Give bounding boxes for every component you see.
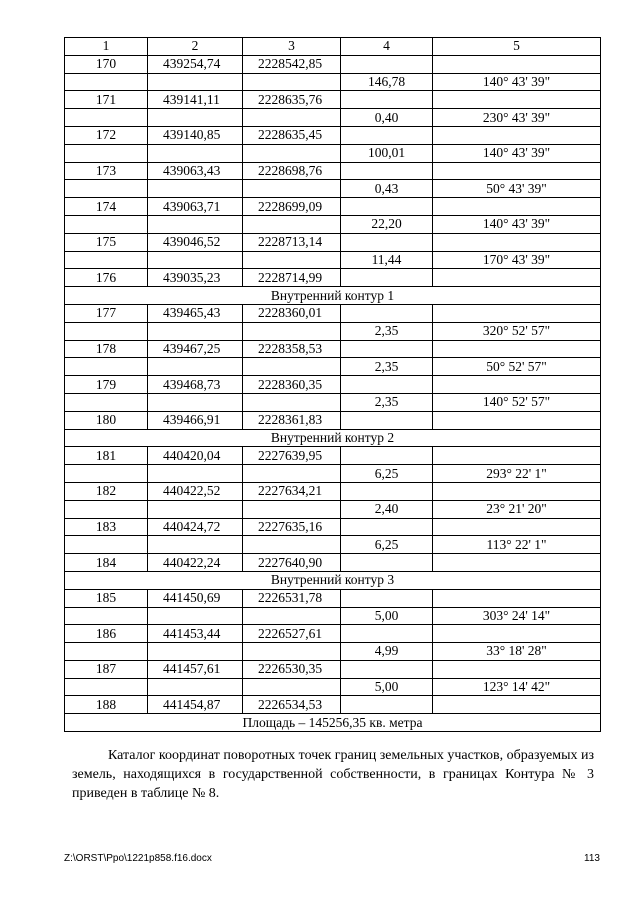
empty-cell	[341, 589, 433, 607]
footer-file-path: Z:\ORST\Ppo\1221p858.f16.docx	[64, 853, 212, 864]
direction-angle-cell: 33° 18' 28"	[433, 643, 601, 661]
empty-cell	[65, 393, 148, 411]
empty-cell	[341, 696, 433, 714]
distance-cell: 2,35	[341, 358, 433, 376]
point-row	[65, 447, 601, 465]
direction-angle-cell: 303° 24' 14"	[433, 607, 601, 625]
empty-cell	[433, 447, 601, 465]
empty-cell	[433, 126, 601, 144]
empty-cell	[148, 393, 243, 411]
segment-row	[65, 607, 601, 625]
empty-cell	[148, 251, 243, 269]
empty-cell	[65, 215, 148, 233]
y-coordinate-cell: 2228713,14	[243, 233, 341, 251]
empty-cell	[341, 304, 433, 322]
point-row	[65, 376, 601, 394]
empty-cell	[341, 340, 433, 358]
empty-cell	[65, 465, 148, 483]
section-row	[65, 571, 601, 589]
x-coordinate-cell: 439466,91	[148, 411, 243, 429]
segment-row	[65, 678, 601, 696]
x-coordinate-cell: 439468,73	[148, 376, 243, 394]
point-row	[65, 554, 601, 572]
section-label-cell: Внутренний контур 2	[65, 429, 601, 447]
empty-cell	[65, 251, 148, 269]
empty-cell	[433, 518, 601, 536]
point-number-cell: 172	[65, 126, 148, 144]
empty-cell	[243, 180, 341, 198]
empty-cell	[341, 411, 433, 429]
y-coordinate-cell: 2228360,35	[243, 376, 341, 394]
empty-cell	[243, 251, 341, 269]
empty-cell	[148, 180, 243, 198]
empty-cell	[433, 340, 601, 358]
empty-cell	[433, 198, 601, 216]
y-coordinate-cell: 2227635,16	[243, 518, 341, 536]
section-label-cell: Площадь – 145256,35 кв. метра	[65, 714, 601, 732]
empty-cell	[341, 91, 433, 109]
segment-row	[65, 358, 601, 376]
segment-row	[65, 393, 601, 411]
point-number-cell: 175	[65, 233, 148, 251]
segment-row	[65, 251, 601, 269]
empty-cell	[341, 198, 433, 216]
point-number-cell: 176	[65, 269, 148, 287]
segment-row	[65, 465, 601, 483]
empty-cell	[148, 109, 243, 127]
direction-angle-cell: 50° 43' 39"	[433, 180, 601, 198]
y-coordinate-cell: 2228361,83	[243, 411, 341, 429]
header-col-2: 2	[148, 38, 243, 56]
x-coordinate-cell: 439467,25	[148, 340, 243, 358]
distance-cell: 0,43	[341, 180, 433, 198]
empty-cell	[341, 162, 433, 180]
empty-cell	[148, 322, 243, 340]
empty-cell	[433, 304, 601, 322]
x-coordinate-cell: 440422,24	[148, 554, 243, 572]
distance-cell: 6,25	[341, 536, 433, 554]
point-number-cell: 185	[65, 589, 148, 607]
point-number-cell: 178	[65, 340, 148, 358]
segment-row	[65, 109, 601, 127]
empty-cell	[243, 465, 341, 483]
empty-cell	[341, 269, 433, 287]
empty-cell	[148, 607, 243, 625]
empty-cell	[65, 643, 148, 661]
point-row	[65, 269, 601, 287]
direction-angle-cell: 23° 21' 20"	[433, 500, 601, 518]
distance-cell: 5,00	[341, 607, 433, 625]
x-coordinate-cell: 441454,87	[148, 696, 243, 714]
segment-row	[65, 643, 601, 661]
distance-cell: 2,35	[341, 322, 433, 340]
direction-angle-cell: 123° 14' 42"	[433, 678, 601, 696]
empty-cell	[65, 536, 148, 554]
section-row	[65, 287, 601, 305]
distance-cell: 11,44	[341, 251, 433, 269]
y-coordinate-cell: 2226531,78	[243, 589, 341, 607]
point-row	[65, 340, 601, 358]
empty-cell	[243, 500, 341, 518]
empty-cell	[243, 358, 341, 376]
x-coordinate-cell: 439141,11	[148, 91, 243, 109]
point-number-cell: 188	[65, 696, 148, 714]
point-number-cell: 187	[65, 660, 148, 678]
empty-cell	[341, 518, 433, 536]
y-coordinate-cell: 2228542,85	[243, 55, 341, 73]
empty-cell	[148, 678, 243, 696]
point-row	[65, 518, 601, 536]
segment-row	[65, 500, 601, 518]
empty-cell	[433, 55, 601, 73]
empty-cell	[148, 215, 243, 233]
empty-cell	[433, 411, 601, 429]
x-coordinate-cell: 439465,43	[148, 304, 243, 322]
empty-cell	[433, 376, 601, 394]
empty-cell	[65, 144, 148, 162]
distance-cell: 2,35	[341, 393, 433, 411]
y-coordinate-cell: 2228358,53	[243, 340, 341, 358]
empty-cell	[65, 73, 148, 91]
header-col-5: 5	[433, 38, 601, 56]
direction-angle-cell: 230° 43' 39"	[433, 109, 601, 127]
point-number-cell: 179	[65, 376, 148, 394]
section-row	[65, 714, 601, 732]
empty-cell	[148, 465, 243, 483]
segment-row	[65, 215, 601, 233]
empty-cell	[148, 643, 243, 661]
empty-cell	[341, 376, 433, 394]
point-number-cell: 182	[65, 482, 148, 500]
direction-angle-cell: 293° 22' 1"	[433, 465, 601, 483]
direction-angle-cell: 113° 22' 1"	[433, 536, 601, 554]
empty-cell	[341, 233, 433, 251]
point-number-cell: 183	[65, 518, 148, 536]
y-coordinate-cell: 2228699,09	[243, 198, 341, 216]
distance-cell: 2,40	[341, 500, 433, 518]
y-coordinate-cell: 2226527,61	[243, 625, 341, 643]
empty-cell	[433, 91, 601, 109]
point-row	[65, 482, 601, 500]
x-coordinate-cell: 439063,71	[148, 198, 243, 216]
empty-cell	[243, 393, 341, 411]
y-coordinate-cell: 2228360,01	[243, 304, 341, 322]
y-coordinate-cell: 2227639,95	[243, 447, 341, 465]
point-row	[65, 660, 601, 678]
empty-cell	[341, 625, 433, 643]
distance-cell: 0,40	[341, 109, 433, 127]
y-coordinate-cell: 2228714,99	[243, 269, 341, 287]
section-row	[65, 429, 601, 447]
header-col-1: 1	[65, 38, 148, 56]
empty-cell	[65, 109, 148, 127]
empty-cell	[148, 144, 243, 162]
empty-cell	[65, 358, 148, 376]
y-coordinate-cell: 2228635,45	[243, 126, 341, 144]
y-coordinate-cell: 2228698,76	[243, 162, 341, 180]
point-number-cell: 173	[65, 162, 148, 180]
empty-cell	[433, 162, 601, 180]
direction-angle-cell: 140° 43' 39"	[433, 215, 601, 233]
segment-row	[65, 180, 601, 198]
empty-cell	[243, 607, 341, 625]
empty-cell	[341, 55, 433, 73]
direction-angle-cell: 140° 52' 57"	[433, 393, 601, 411]
point-row	[65, 696, 601, 714]
empty-cell	[65, 500, 148, 518]
direction-angle-cell: 140° 43' 39"	[433, 144, 601, 162]
distance-cell: 6,25	[341, 465, 433, 483]
x-coordinate-cell: 439046,52	[148, 233, 243, 251]
x-coordinate-cell: 439035,23	[148, 269, 243, 287]
point-number-cell: 181	[65, 447, 148, 465]
table-body	[65, 55, 601, 731]
empty-cell	[243, 643, 341, 661]
direction-angle-cell: 170° 43' 39"	[433, 251, 601, 269]
table-header-row	[65, 38, 601, 56]
x-coordinate-cell: 439254,74	[148, 55, 243, 73]
point-row	[65, 126, 601, 144]
empty-cell	[433, 554, 601, 572]
x-coordinate-cell: 440422,52	[148, 482, 243, 500]
segment-row	[65, 536, 601, 554]
coordinates-table	[64, 37, 601, 732]
point-row	[65, 198, 601, 216]
empty-cell	[341, 447, 433, 465]
empty-cell	[243, 215, 341, 233]
y-coordinate-cell: 2226534,53	[243, 696, 341, 714]
x-coordinate-cell: 441453,44	[148, 625, 243, 643]
point-number-cell: 177	[65, 304, 148, 322]
point-row	[65, 162, 601, 180]
point-row	[65, 625, 601, 643]
point-number-cell: 170	[65, 55, 148, 73]
empty-cell	[65, 322, 148, 340]
x-coordinate-cell: 439140,85	[148, 126, 243, 144]
empty-cell	[433, 269, 601, 287]
segment-row	[65, 144, 601, 162]
empty-cell	[243, 144, 341, 162]
point-row	[65, 55, 601, 73]
section-label-cell: Внутренний контур 3	[65, 571, 601, 589]
empty-cell	[65, 180, 148, 198]
distance-cell: 4,99	[341, 643, 433, 661]
distance-cell: 5,00	[341, 678, 433, 696]
empty-cell	[243, 73, 341, 91]
paragraph-text: Каталог координат поворотных точек границ земельных участков, образуемых из земель, находящихся в государственной собственности, в границах Контура № 3 приведен в таблице № 8.	[72, 748, 595, 801]
x-coordinate-cell: 439063,43	[148, 162, 243, 180]
x-coordinate-cell: 440424,72	[148, 518, 243, 536]
y-coordinate-cell: 2226530,35	[243, 660, 341, 678]
empty-cell	[148, 358, 243, 376]
point-number-cell: 174	[65, 198, 148, 216]
point-number-cell: 180	[65, 411, 148, 429]
point-number-cell: 184	[65, 554, 148, 572]
direction-angle-cell: 50° 52' 57"	[433, 358, 601, 376]
empty-cell	[433, 589, 601, 607]
section-label-cell: Внутренний контур 1	[65, 287, 601, 305]
point-row	[65, 411, 601, 429]
empty-cell	[433, 696, 601, 714]
empty-cell	[65, 678, 148, 696]
x-coordinate-cell: 441450,69	[148, 589, 243, 607]
point-row	[65, 233, 601, 251]
y-coordinate-cell: 2228635,76	[243, 91, 341, 109]
x-coordinate-cell: 441457,61	[148, 660, 243, 678]
y-coordinate-cell: 2227640,90	[243, 554, 341, 572]
empty-cell	[433, 660, 601, 678]
point-row	[65, 304, 601, 322]
direction-angle-cell: 320° 52' 57"	[433, 322, 601, 340]
empty-cell	[148, 73, 243, 91]
segment-row	[65, 73, 601, 91]
distance-cell: 146,78	[341, 73, 433, 91]
empty-cell	[243, 322, 341, 340]
empty-cell	[433, 625, 601, 643]
empty-cell	[243, 536, 341, 554]
x-coordinate-cell: 440420,04	[148, 447, 243, 465]
header-col-4: 4	[341, 38, 433, 56]
empty-cell	[341, 126, 433, 144]
distance-cell: 100,01	[341, 144, 433, 162]
empty-cell	[148, 500, 243, 518]
empty-cell	[148, 536, 243, 554]
empty-cell	[433, 482, 601, 500]
point-number-cell: 171	[65, 91, 148, 109]
point-row	[65, 91, 601, 109]
header-col-3: 3	[243, 38, 341, 56]
empty-cell	[341, 554, 433, 572]
point-row	[65, 589, 601, 607]
empty-cell	[341, 660, 433, 678]
page-number: 113	[584, 853, 600, 864]
y-coordinate-cell: 2227634,21	[243, 482, 341, 500]
empty-cell	[65, 607, 148, 625]
empty-cell	[341, 482, 433, 500]
empty-cell	[433, 233, 601, 251]
empty-cell	[243, 109, 341, 127]
empty-cell	[243, 678, 341, 696]
direction-angle-cell: 140° 43' 39"	[433, 73, 601, 91]
segment-row	[65, 322, 601, 340]
distance-cell: 22,20	[341, 215, 433, 233]
point-number-cell: 186	[65, 625, 148, 643]
catalog-paragraph	[72, 746, 594, 803]
